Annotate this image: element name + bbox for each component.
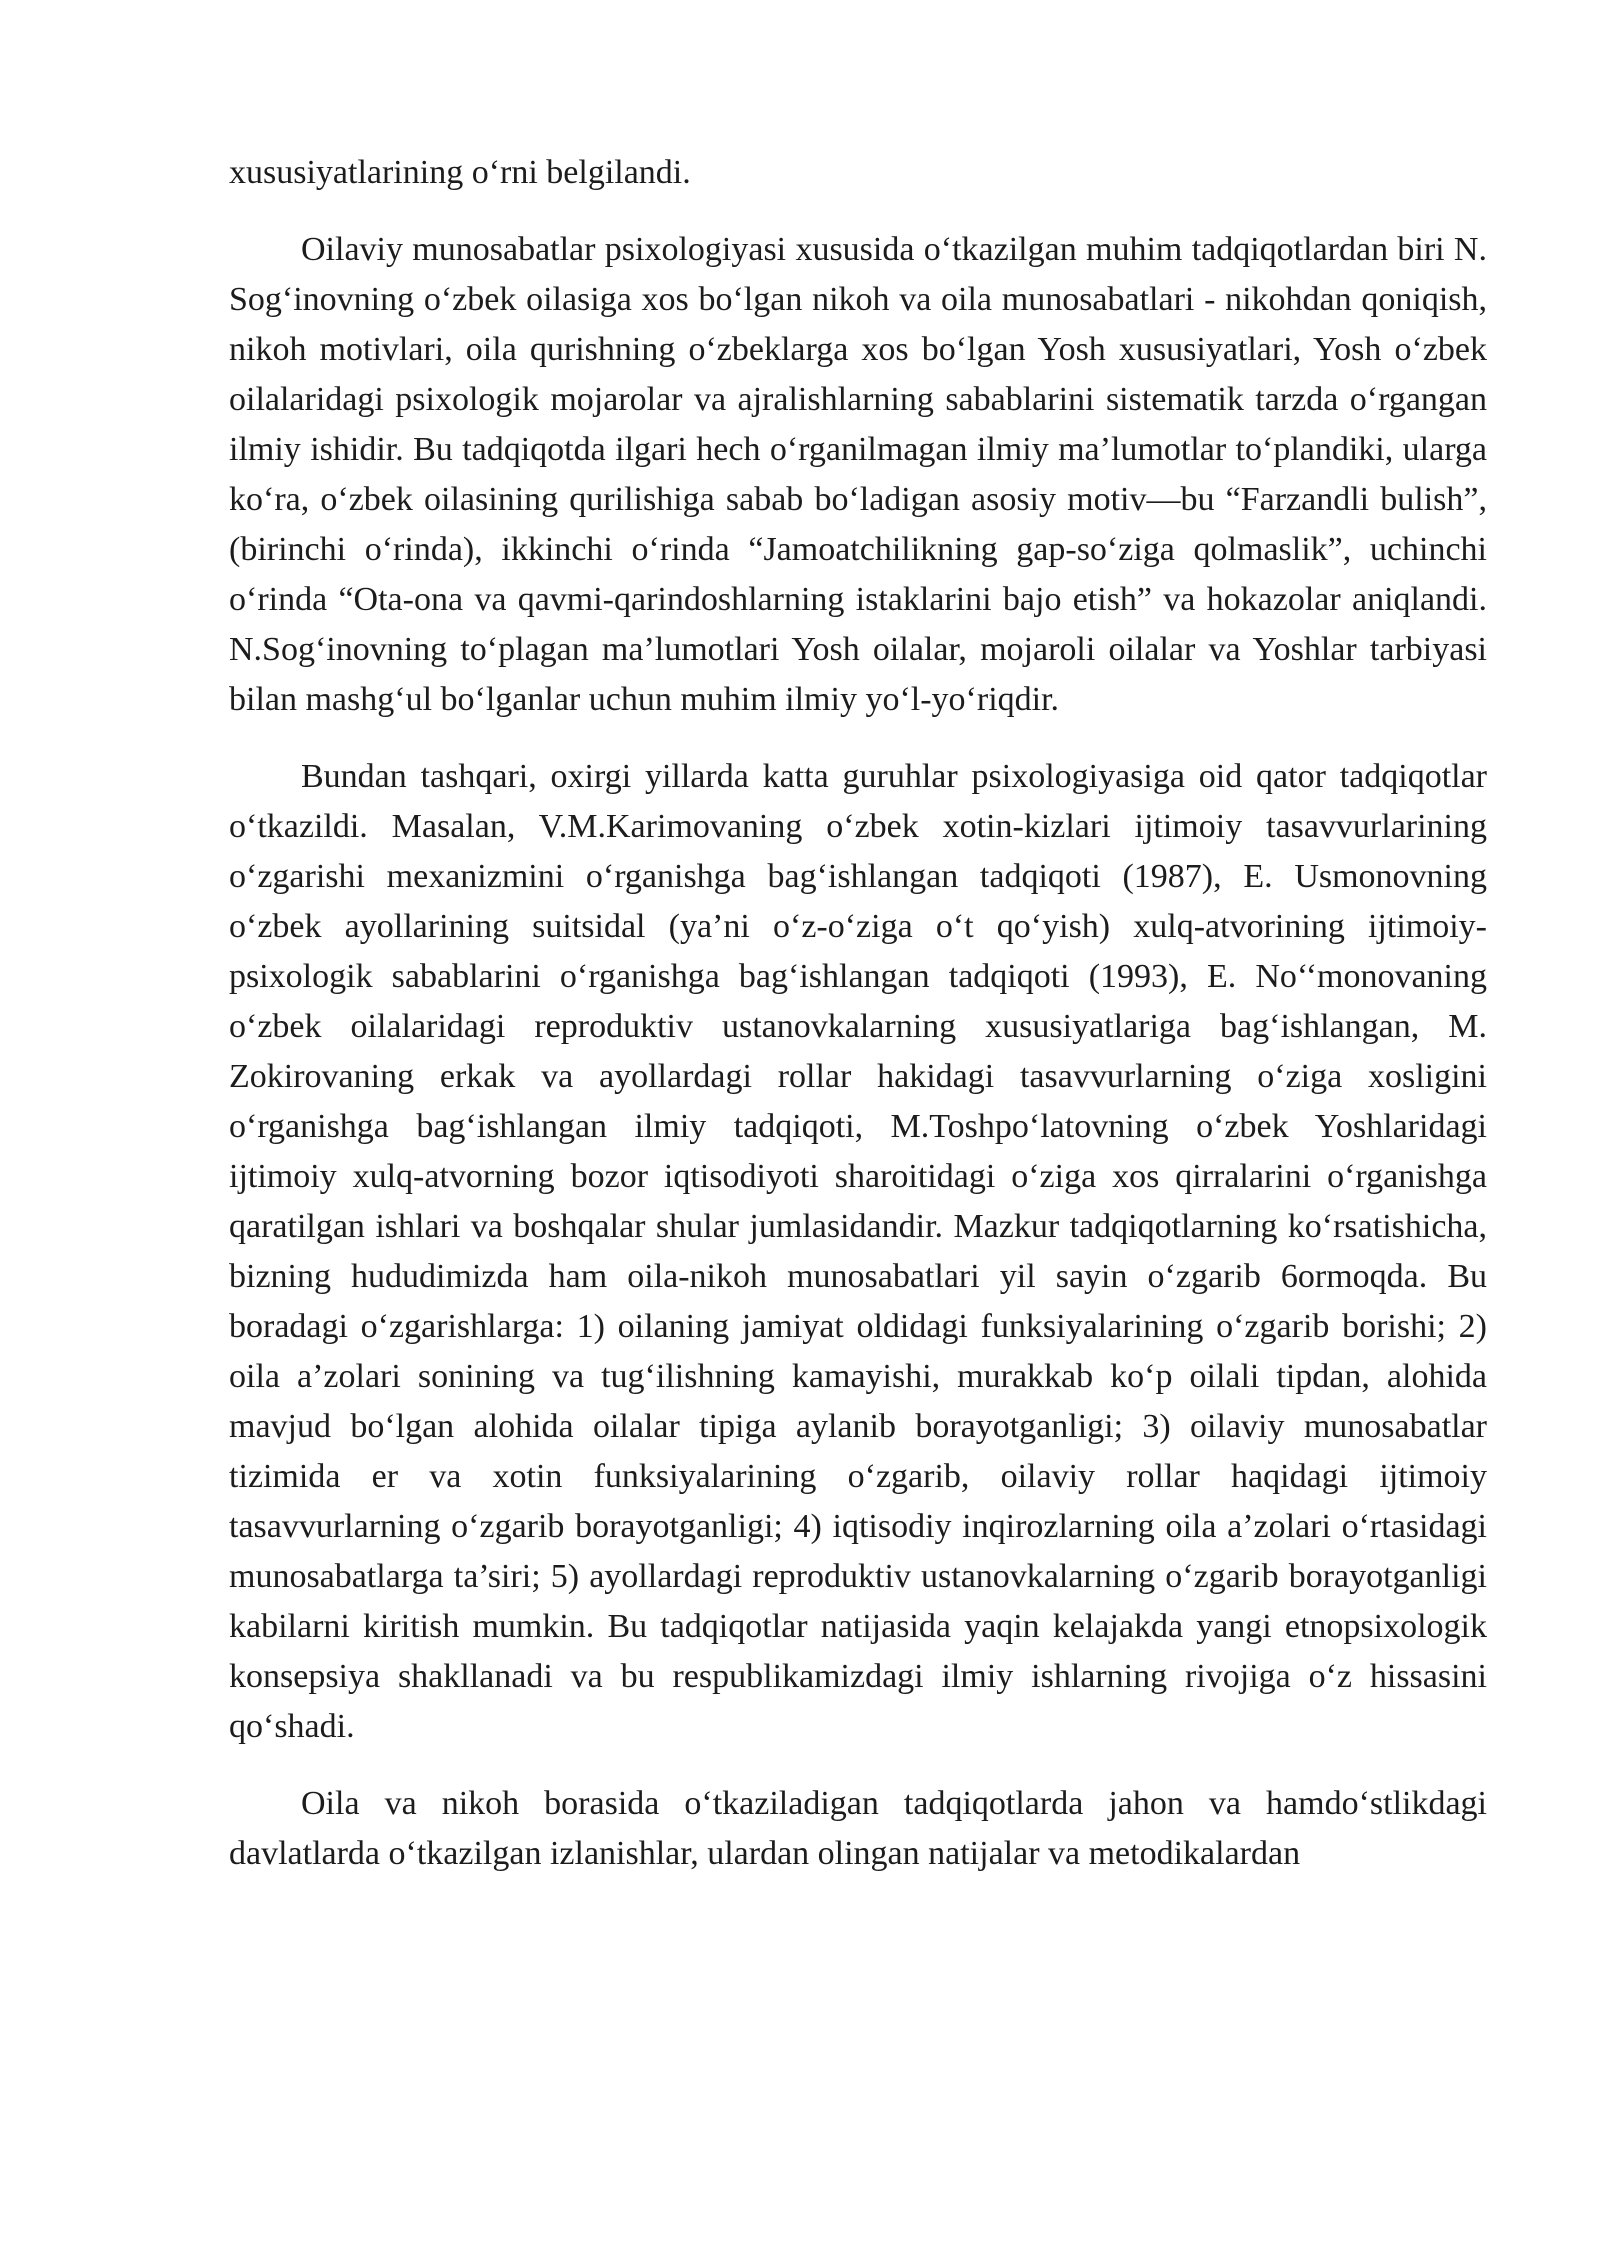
paragraph-sogin-research: Oilaviy munosabatlar psixologiyasi xususida o‘tkazilgan muhim tadqiqotlardan biri N. Sog‘inovning o‘zbek oilasiga xos bo‘lgan nikoh va oila munosabatlari - nikohdan qoniqish, nikoh motivlari, oila qurishning o‘zbeklarga xos bo‘lgan Yosh xususiyatlari, Yosh o‘zbek oilalaridagi psixologik mojarolar va ajralishlarning sabablarini sistematik tarzda o‘rgangan ilmiy ishidir. Bu tadqiqotda ilgari hech o‘rganilmagan ilmiy ma’lumotlar to‘plandiki, ularga ko‘ra, o‘zbek oilasining qurilishiga sabab bo‘ladigan asosiy motiv—bu “Farzandli bulish”, (birinchi o‘rinda), ikkinchi o‘rinda “Jamoatchilikning gap-so‘ziga qolmaslik”, uchinchi o‘rinda “Ota-ona va qavmi-qarindoshlarning istaklarini bajo etish” va hokazolar aniqlandi. N.Sog‘inovning to‘plagan ma’lumotlari Yosh oilalar, mojaroli oilalar va Yoshlar tarbiyasi bilan mashg‘ul bo‘lganlar uchun muhim ilmiy yo‘l-yo‘riqdir.	[229, 231, 1487, 718]
paragraph-group-psychology-research: Bundan tashqari, oxirgi yillarda katta guruhlar psixologiyasiga oid qator tadqiqotlar o‘tkazildi. Masalan, V.M.Karimovaning o‘zbek xotin-kizlari ijtimoiy tasavvurlarining o‘zgarishi mexanizmini o‘rganishga bag‘ishlangan tadqiqoti (1987), E. Usmonovning o‘zbek ayollarining suitsidal (ya’ni o‘z-o‘ziga o‘t qo‘yish) xulq-atvorining ijtimoiy-psixologik sabablarini o‘rganishga bag‘ishlangan tadqiqoti (1993), E. No‘‘monovaning o‘zbek oilalaridagi reproduktiv ustanovkalarning xususiyatlariga bag‘ishlangan, M. Zokirovaning erkak va ayollardagi rollar hakidagi tasavvurlarning o‘ziga xosligini o‘rganishga bag‘ishlangan ilmiy tadqiqoti, M.Toshpo‘latovning o‘zbek Yoshlaridagi ijtimoiy xulq-atvorning bozor iqtisodiyoti sharoitidagi o‘ziga xos qirralarini o‘rganishga qaratilgan ishlari va boshqalar shular jumlasidandir. Mazkur tadqiqotlarning ko‘rsatishicha, bizning hududimizda ham oila-nikoh munosabatlari yil sayin o‘zgarib 6ormoqda. Bu boradagi o‘zgarishlarga: 1) oilaning jamiyat oldidagi funksiyalarining o‘zgarib borishi; 2) oila a’zolari sonining va tug‘ilishning kamayishi, murakkab ko‘p oilali tipdan, alohida mavjud bo‘lgan alohida oilalar tipiga aylanib borayotganligi; 3) oilaviy munosabatlar tizimida er va xotin funksiyalarining o‘zgarib, oilaviy rollar haqidagi ijtimoiy tasavvurlarning o‘zgarib borayotganligi; 4) iqtisodiy inqirozlarning oila a’zolari o‘rtasidagi munosabatlarga ta’siri; 5) ayollardagi reproduktiv ustanovkalarning o‘zgarib borayotganligi kabilarni kiritish mumkin. Bu tadqiqotlar natijasida yaqin kelajakda yangi etnopsixologik konsepsiya shakllanadi va bu respublikamizdagi ilmiy ishlarning rivojiga o‘z hissasini qo‘shadi.	[229, 758, 1487, 1745]
paragraph-continuation: xususiyatlarining o‘rni belgilandi.	[229, 154, 691, 191]
paragraph-family-marriage-research: Oila va nikoh borasida o‘tkaziladigan tadqiqotlarda jahon va hamdo‘stlikdagi davlatlarda o‘tkazilgan izlanishlar, ulardan olingan natijalar va metodikalardan	[229, 1785, 1487, 1872]
document-body	[229, 148, 1487, 1906]
